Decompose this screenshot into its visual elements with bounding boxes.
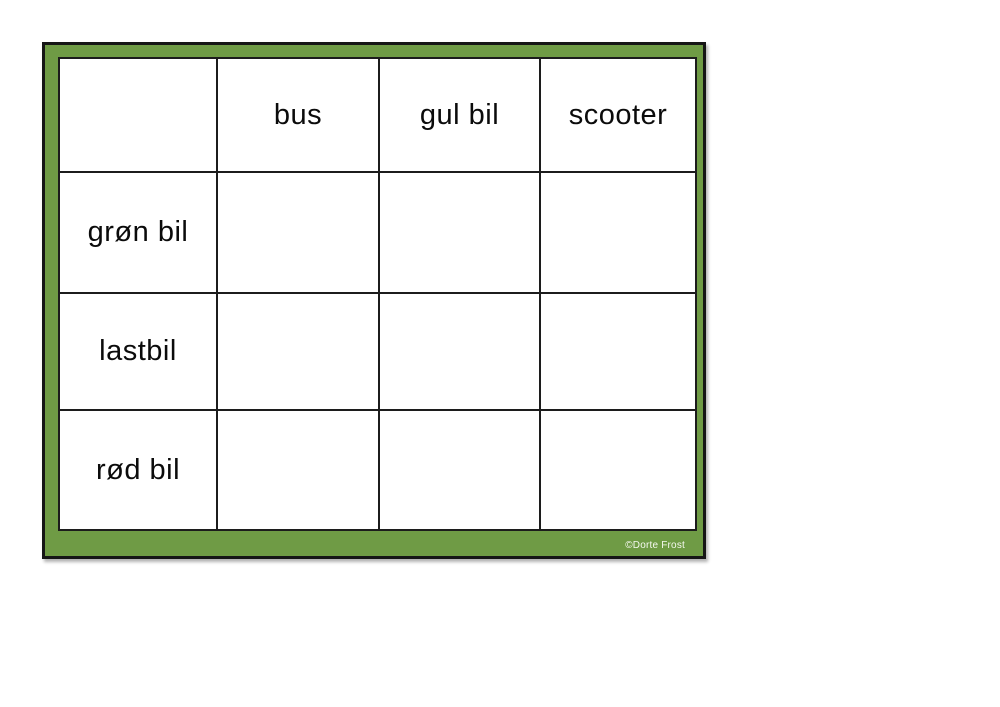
copyright-credit: ©Dorte Frost — [625, 540, 685, 551]
grid-cell — [217, 172, 379, 293]
bingo-card-frame — [42, 42, 706, 559]
column-header-bus: bus — [217, 58, 379, 172]
grid-cell — [379, 293, 540, 410]
grid-cell — [540, 293, 696, 410]
grid-cell — [540, 410, 696, 530]
column-header-scooter: scooter — [540, 58, 696, 172]
corner-cell — [59, 58, 217, 172]
row-header-rod-bil: rød bil — [59, 410, 217, 530]
grid-cell — [540, 172, 696, 293]
grid-cell — [379, 172, 540, 293]
grid-cell — [217, 293, 379, 410]
bingo-grid — [58, 57, 697, 531]
column-header-gul-bil: gul bil — [379, 58, 540, 172]
row-header-lastbil: lastbil — [59, 293, 217, 410]
grid-cell — [379, 410, 540, 530]
grid-cell — [217, 410, 379, 530]
row-header-gron-bil: grøn bil — [59, 172, 217, 293]
